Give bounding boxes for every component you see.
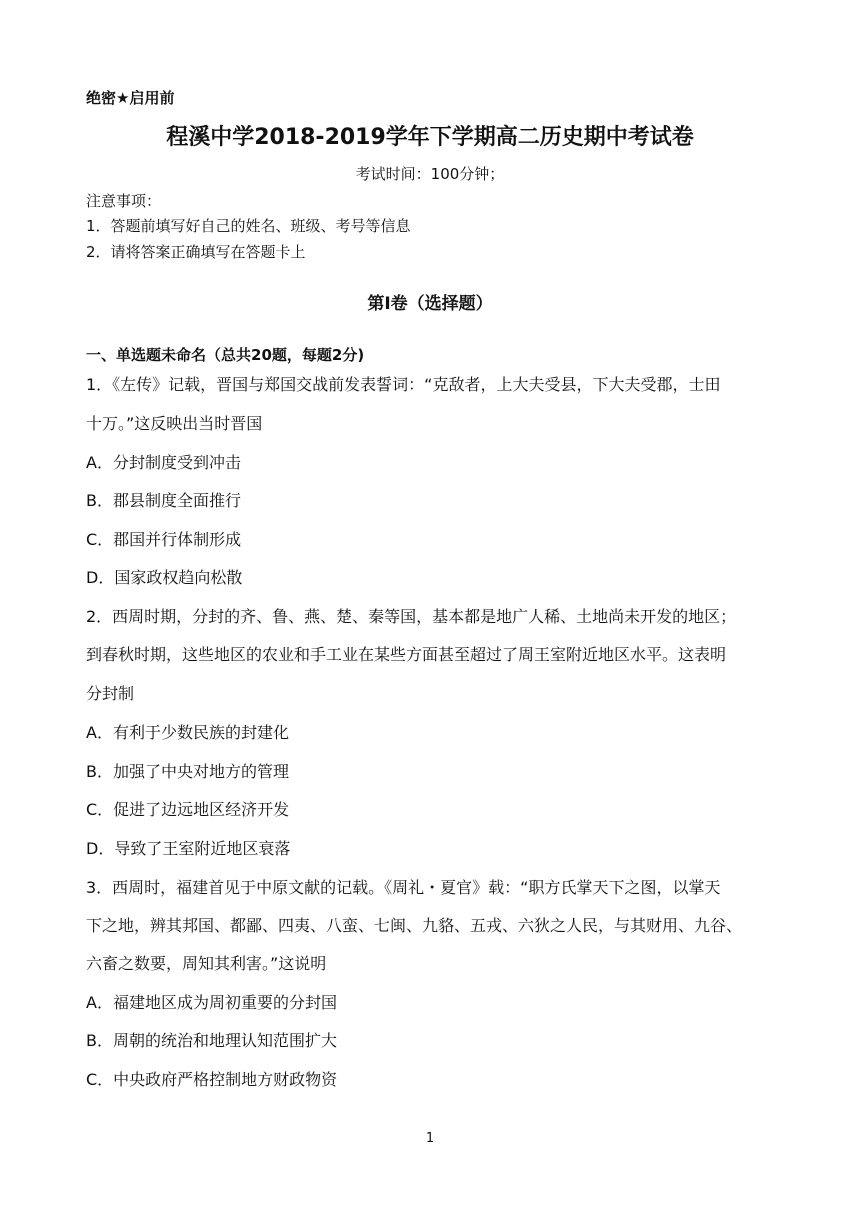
question-2-option-c: C．促进了边远地区经济开发 xyxy=(86,800,290,819)
question-2-option-b: B．加强了中央对地方的管理 xyxy=(86,762,289,781)
question-2-text-line-2: 到春秋时期，这些地区的农业和手工业在某些方面甚至超过了周王室附近地区水平。这表明 xyxy=(86,645,727,664)
question-2-option-d: D．导致了王室附近地区衰落 xyxy=(86,839,291,858)
notice-heading: 注意事项： xyxy=(86,192,162,210)
question-3-option-c: C．中央政府严格控制地方财政物资 xyxy=(86,1070,338,1089)
exam-time: 考试时间：100分钟； xyxy=(355,165,505,183)
question-2-option-a: A．有利于少数民族的封建化 xyxy=(86,723,289,742)
question-2-text-line-3: 分封制 xyxy=(86,684,135,703)
question-2-text-line-1: 2．西周时期，分封的齐、鲁、燕、楚、秦等国，基本都是地广人稀、土地尚未开发的地区； xyxy=(86,607,737,626)
question-1-option-c: C．郡国并行体制形成 xyxy=(86,530,242,549)
question-1-text-line-2: 十万。”这反映出当时晋国 xyxy=(86,414,263,433)
question-1-option-b: B．郡县制度全面推行 xyxy=(86,491,241,510)
question-3-text-line-3: 六畜之数要，周知其利害。”这说明 xyxy=(86,954,327,973)
question-1-text-line-1: 1．《左传》记载，晋国与郑国交战前发表誓词：“克敌者，上大夫受县，下大夫受郡，士田 xyxy=(86,375,721,394)
question-1-option-a: A．分封制度受到冲击 xyxy=(86,453,241,472)
question-3-option-b: B．周朝的统治和地理认知范围扩大 xyxy=(86,1031,337,1050)
confidential-label: 绝密★启用前 xyxy=(86,89,175,107)
notice-item-1: 1．答题前填写好自己的姓名、班级、考号等信息 xyxy=(86,217,411,235)
question-3-option-a: A．福建地区成为周初重要的分封国 xyxy=(86,993,337,1012)
question-3-text-line-2: 下之地，辨其邦国、都鄙、四夷、八蛮、七闽、九貉、五戎、六狄之人民，与其财用、九谷、 xyxy=(86,916,743,935)
part-title: 一、单选题未命名（总共20题，每题2分) xyxy=(86,346,365,364)
section-title: 第Ⅰ卷（选择题） xyxy=(367,294,493,314)
question-1-option-d: D．国家政权趋向松散 xyxy=(86,568,243,587)
page-number: 1 xyxy=(425,1131,435,1146)
notice-item-2: 2．请将答案正确填写在答题卡上 xyxy=(86,243,306,261)
question-3-text-line-1: 3．西周时，福建首见于中原文献的记载。《周礼・夏官》载：“职方氏掌天下之图，以掌天 xyxy=(86,878,721,897)
exam-title: 程溪中学2018-2019学年下学期高二历史期中考试卷 xyxy=(166,125,694,150)
